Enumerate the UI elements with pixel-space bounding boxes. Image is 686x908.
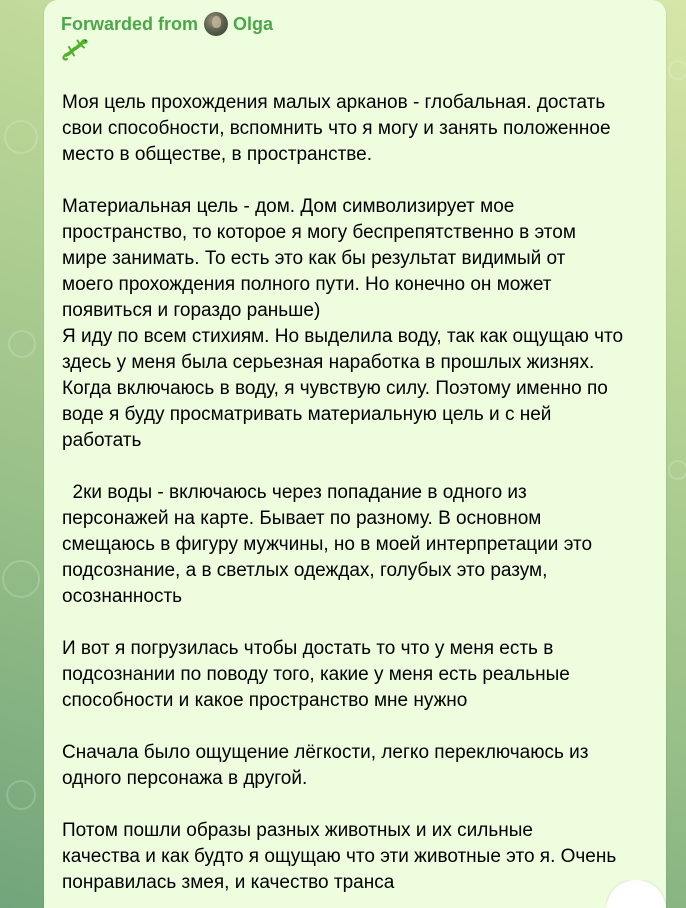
background-doodle [8,330,36,358]
message-paragraph: 2ки воды - включаюсь через попадание в одного из персонажей на карте. Бывает по разному. В основном смещаюсь в фигуру мужчины, но в моей интерпретации это подсознание, а в светлых одеждах, голубых это разум, осознанность [62,482,593,607]
background-doodle [4,120,38,154]
background-doodle [2,560,40,598]
forwarded-from-label: Forwarded from [61,13,199,34]
scroll-down-button-area [606,880,666,908]
lizard-icon [61,38,89,62]
message-paragraph: Сначала было ощущение лёгкости, легко переключаюсь из одного персонажа в другой. [62,742,589,789]
sender-avatar[interactable] [204,12,228,36]
forward-header[interactable] [61,12,273,36]
sender-name[interactable]: Olga [233,13,274,34]
message-bubble[interactable] [44,0,666,908]
message-paragraph: И вот я погрузилась чтобы достать то что у меня есть в подсознании по поводу того, какие у меня есть реальные способности и какое пространство мне нужно [62,638,570,711]
background-doodle [668,460,686,480]
message-paragraph: Моя цель прохождения малых арканов - глобальная. достать свои способности, вспомнить что я могу и занять положенное место в обществе, в пространстве. [62,92,611,165]
background-doodle [6,780,36,810]
message-paragraph: Потом пошли образы разных животных и их сильные качества и как будто я ощущаю что эти животные это я. Очень понравилась змея, и качество транса [62,820,617,893]
message-text [62,90,658,908]
scroll-down-button[interactable] [606,880,666,908]
message-paragraph: Материальная цель - дом. Дом символизирует мое пространство, то которое я могу беспрепятственно в этом мире занимать. То есть это как бы результат видимый от моего прохождения полного пути. Но конечно он может появиться и гораздо раньше) Я иду по всем стихиям. Но выделила воду, так как ощущаю что здесь у меня была серьезная наработка в прошлых жизнях. Когда включаюсь в воду, я чувствую силу. Поэтому именно по воде я буду просматривать материальную цель и с ней работать [62,196,624,451]
background-doodle [668,60,686,80]
